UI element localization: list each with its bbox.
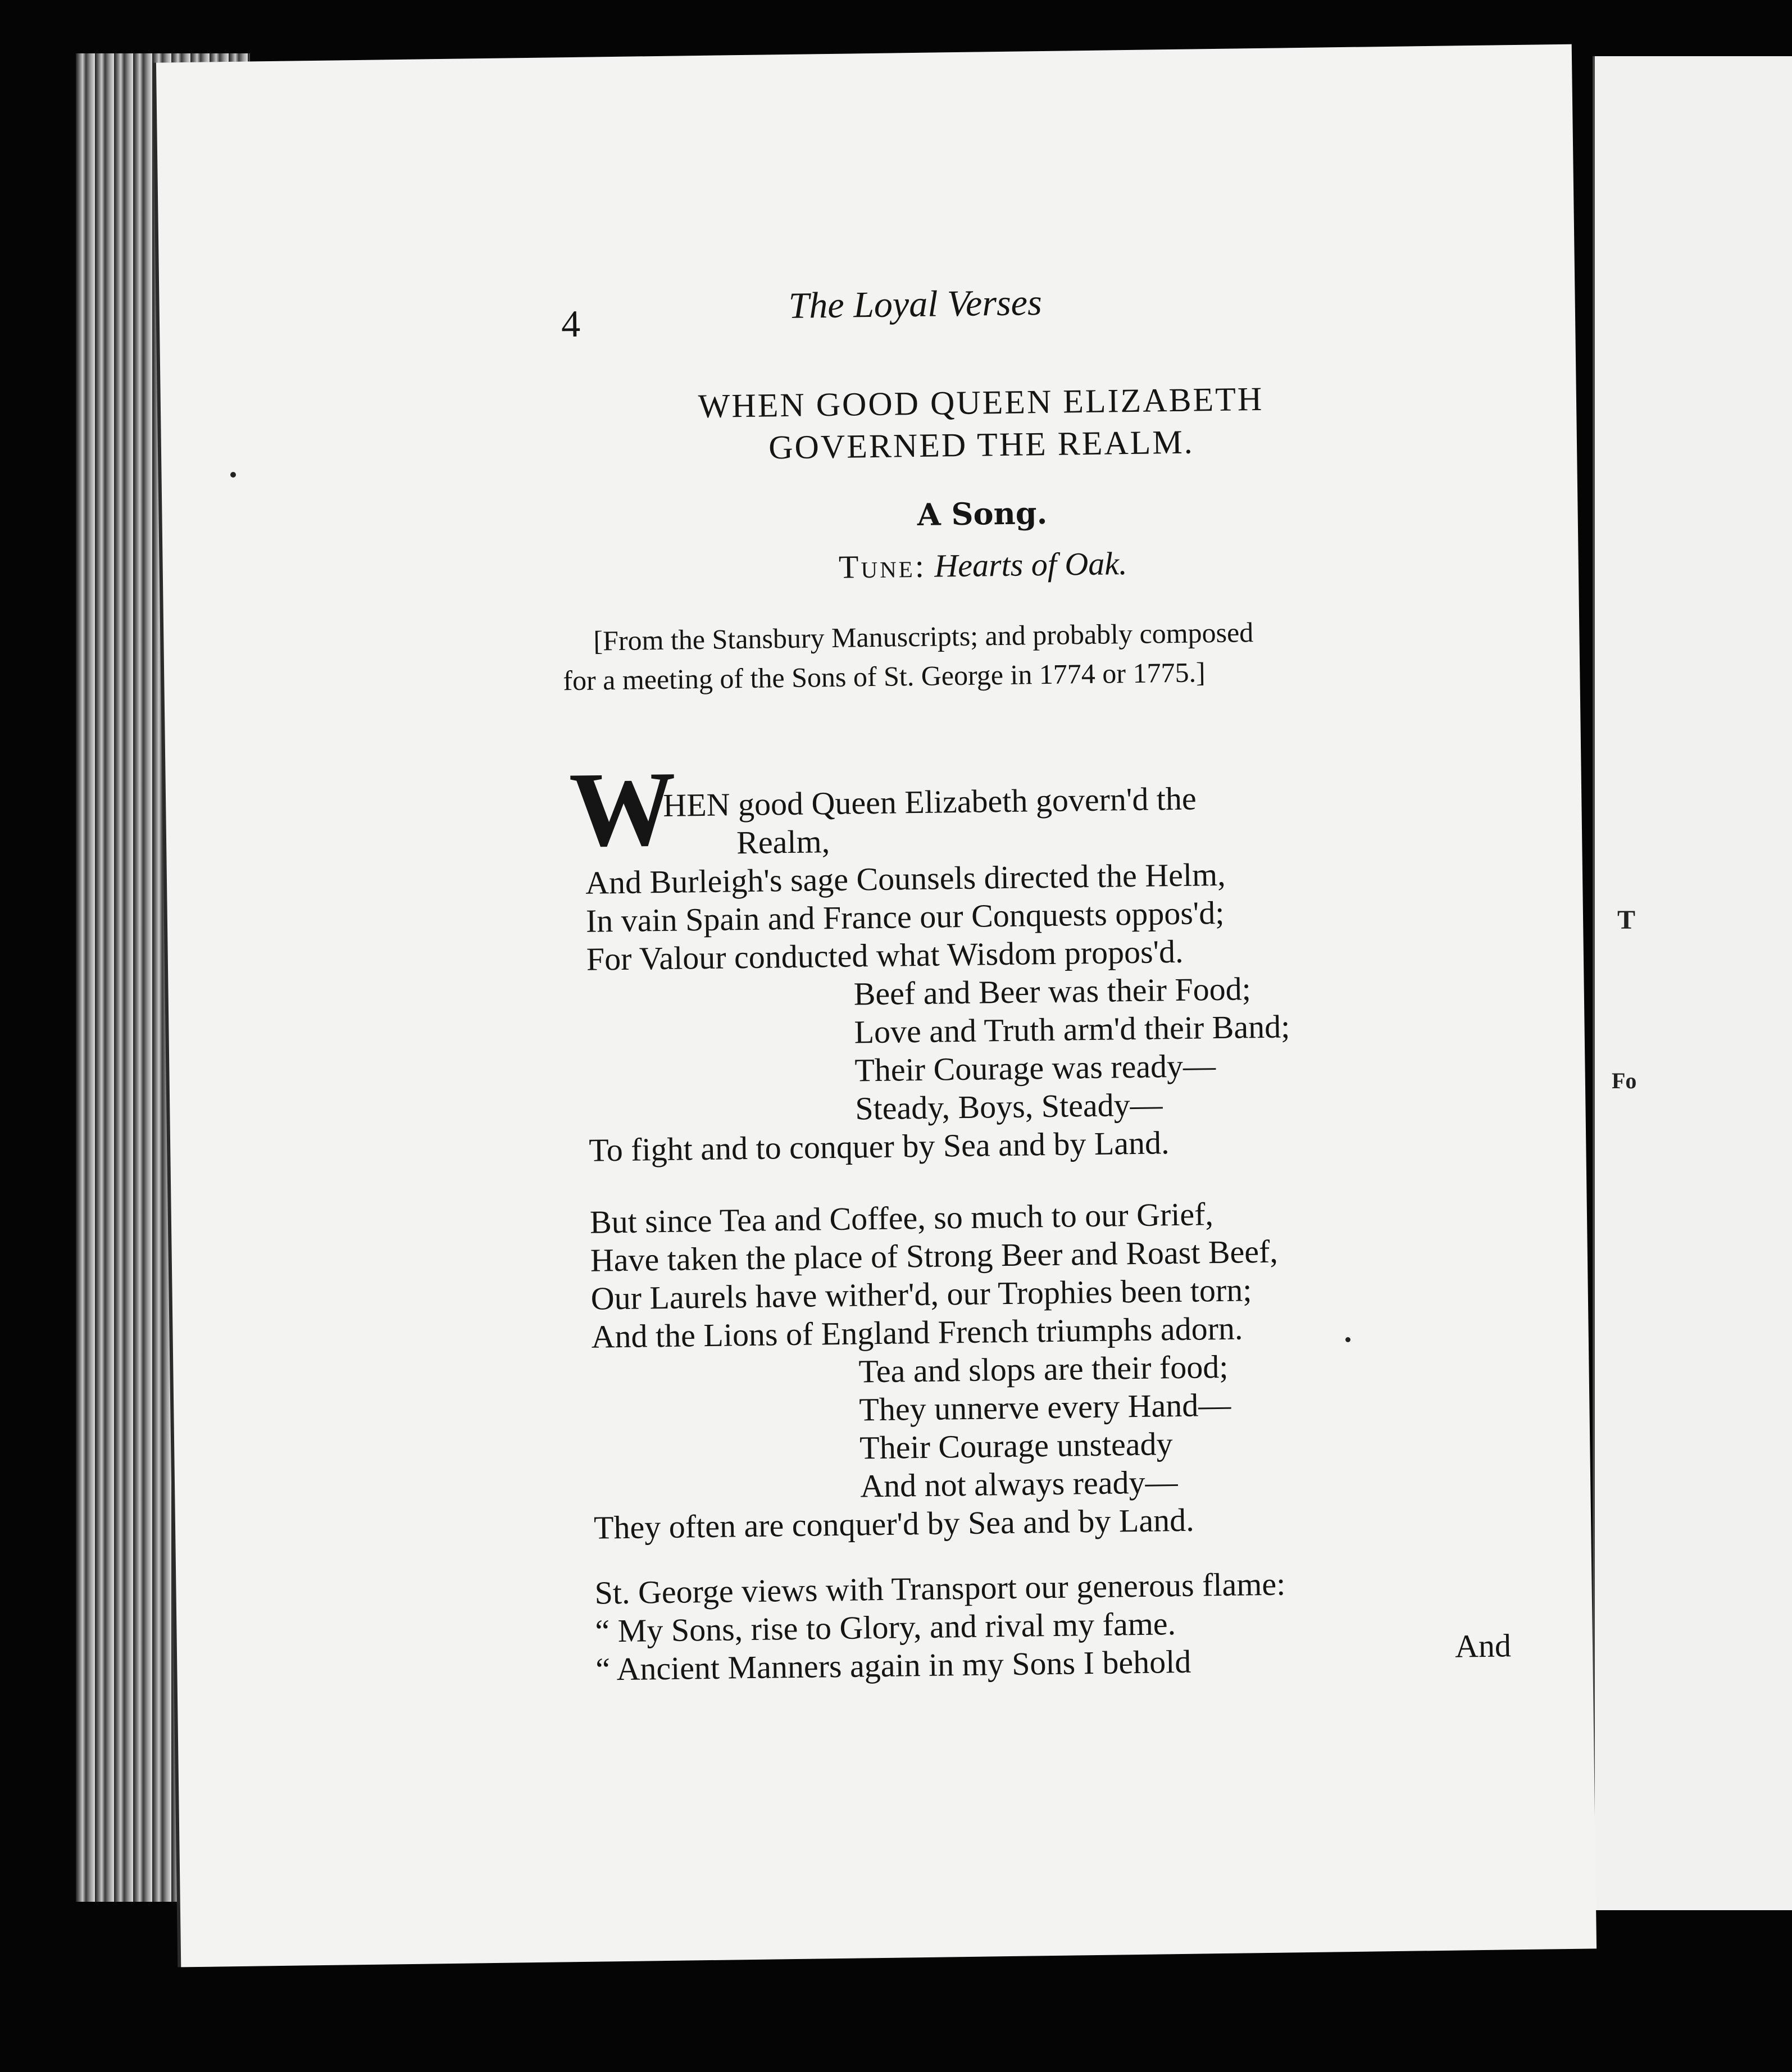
stanza3-line: “ Ancient Manners again in my Sons I behold bbox=[595, 1643, 1191, 1688]
stanza2-line: Our Laurels have wither'd, our Trophies been torn; bbox=[590, 1271, 1252, 1317]
running-head: The Loyal Verses bbox=[788, 282, 1043, 326]
song-title-line-2: GOVERNED THE REALM. bbox=[768, 423, 1195, 466]
stanza2-line: They unnerve every Hand— bbox=[858, 1386, 1231, 1428]
stanza1-line: Their Courage was ready— bbox=[854, 1047, 1216, 1089]
stanza2-line: And the Lions of England French triumphs adorn. bbox=[591, 1310, 1243, 1355]
stanza2-line: But since Tea and Coffee, so much to our Grief, bbox=[589, 1196, 1214, 1241]
stanza1-line: HEN good Queen Elizabeth govern'd the bbox=[662, 780, 1197, 824]
facing-page-fragment-t: T bbox=[1617, 905, 1636, 935]
tune-line bbox=[556, 541, 1410, 590]
facing-page bbox=[1593, 56, 1792, 1910]
drop-cap: W bbox=[568, 749, 677, 870]
song-title-line-1: WHEN GOOD QUEEN ELIZABETH bbox=[698, 380, 1264, 425]
book-page bbox=[156, 44, 1597, 1968]
ink-speck bbox=[230, 472, 236, 478]
facing-page-fragment-fo: Fo bbox=[1612, 1068, 1637, 1093]
stanza2-line: Their Courage unsteady bbox=[859, 1425, 1173, 1466]
stanza3-line: St. George views with Transport our generous flame: bbox=[594, 1565, 1286, 1611]
stanza1-line: Realm, bbox=[736, 823, 830, 861]
stanza1-line: To fight and to conquer by Sea and by Land. bbox=[588, 1124, 1170, 1169]
source-note-line-2: for a meeting of the Sons of St. George in 1774 or 1775.] bbox=[563, 656, 1206, 697]
page-number: 4 bbox=[561, 302, 581, 346]
stanza2-line: Have taken the place of Strong Beer and Roast Beef, bbox=[590, 1233, 1279, 1279]
catchword: And bbox=[1454, 1627, 1512, 1665]
ink-speck bbox=[1345, 1337, 1350, 1342]
tune-label: Tune: bbox=[838, 547, 927, 585]
stanza2-line: And not always ready— bbox=[859, 1464, 1178, 1505]
tune-name: Hearts of Oak. bbox=[934, 545, 1127, 584]
stanza2-line: They often are conquer'd by Sea and by Land. bbox=[593, 1501, 1195, 1546]
stanza1-line: Love and Truth arm'd their Band; bbox=[854, 1008, 1290, 1051]
stanza1-line: Beef and Beer was their Food; bbox=[853, 970, 1252, 1012]
stanza1-line: For Valour conducted what Wisdom propos'd. bbox=[586, 933, 1184, 978]
song-label: A Song. bbox=[917, 494, 1048, 533]
stanza3-line: “ My Sons, rise to Glory, and rival my fame. bbox=[595, 1605, 1176, 1650]
stanza1-line: In vain Spain and France our Conquests oppos'd; bbox=[585, 894, 1225, 939]
stanza1-line: And Burleigh's sage Counsels directed the Helm, bbox=[585, 856, 1226, 901]
stanza2-line: Tea and slops are their food; bbox=[858, 1348, 1229, 1390]
source-note-line-1: [From the Stansbury Manuscripts; and probably composed bbox=[593, 616, 1254, 657]
stanza1-line: Steady, Boys, Steady— bbox=[854, 1086, 1163, 1127]
